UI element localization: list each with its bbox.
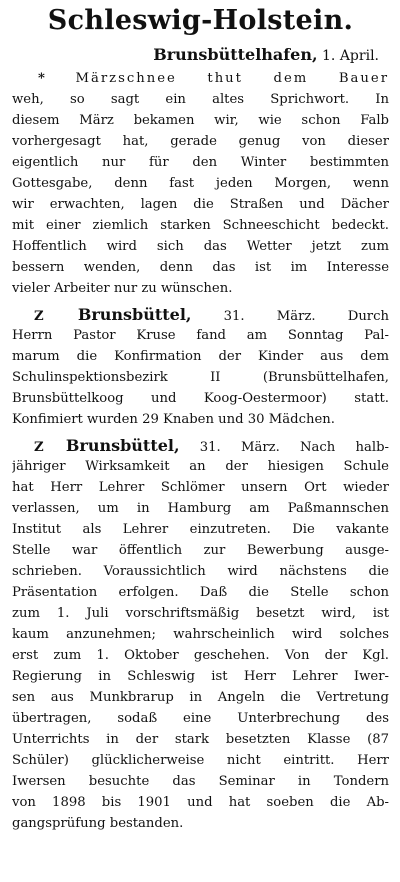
article-line: Brunsbüttelkoog und Koog-Oestermoor) statt. xyxy=(12,391,389,406)
article-line: Herrn Pastor Kruse fand am Sonntag Pal- xyxy=(12,328,389,343)
article-brunsbuettel-konfirmation xyxy=(12,304,389,430)
article-body xyxy=(12,435,389,834)
article-place: Brunsbüttelhafen, xyxy=(153,45,318,64)
article-line: mit einer ziemlich starken Schneeschicht bedeckt. xyxy=(12,218,389,233)
article-line: Unterrichts in der stark besetzten Klasse (87 xyxy=(12,732,389,747)
article-line: schrieben. Voraussichtlich wird nächstens die xyxy=(12,564,389,579)
section-headline: Schleswig-Holstein. xyxy=(47,5,354,36)
article-line: diesem März bekamen wir, wie schon Falb xyxy=(12,113,389,128)
article-line: Präsentation erfolgen. Daß die Stelle schon xyxy=(12,585,389,600)
article-line: bessern wenden, denn das ist im Interesse xyxy=(12,260,389,275)
article-line: wir erwachten, lagen die Straßen und Dächer xyxy=(12,197,389,212)
article-line xyxy=(12,435,389,456)
article-line: gangsprüfung bestanden. xyxy=(12,816,184,831)
article-line: vorhergesagt hat, gerade genug von dieser xyxy=(12,134,389,149)
article-line: Hoffentlich wird sich das Wetter jetzt zum xyxy=(12,239,389,254)
article-line: vieler Arbeiter nur zu wünschen. xyxy=(12,281,233,296)
article-place: Brunsbüttel, xyxy=(65,436,180,455)
article-line: Regierung in Schleswig ist Herr Lehrer Iwer- xyxy=(12,669,389,684)
article-line: Institut als Lehrer einzutreten. Die vakante xyxy=(12,522,389,537)
article-line: von 1898 bis 1901 und hat soeben die Ab- xyxy=(12,795,389,810)
article-brunsbuettel-schule xyxy=(12,435,389,834)
article-line: hat Herr Lehrer Schlömer unsern Ort wieder xyxy=(12,480,389,495)
article-line: weh, so sagt ein altes Sprichwort. In xyxy=(12,92,389,107)
correspondent-mark: Z xyxy=(34,309,44,324)
article-date: 1. April. xyxy=(322,48,379,64)
article-line xyxy=(12,68,389,89)
article-body xyxy=(12,304,389,430)
article-line: zum 1. Juli vorschriftsmäßig besetzt wird, ist xyxy=(12,606,389,621)
article-line: übertragen, sodaß eine Unterbrechung des xyxy=(12,711,389,726)
article-line: Konfimiert wurden 29 Knaben und 30 Mädchen. xyxy=(12,412,335,427)
article-line: jähriger Wirksamkeit an der hiesigen Schule xyxy=(12,459,389,474)
article-line: sen aus Munkbrarup in Angeln die Vertretung xyxy=(12,690,389,705)
article-line: Schüler) glücklicherweise nicht eintritt. Herr xyxy=(12,753,389,768)
article-line: Schulinspektionsbezirk II (Brunsbüttelhafen, xyxy=(12,370,389,385)
article-line: kaum anzunehmen; wahrscheinlich wird solches xyxy=(12,627,389,642)
article-line xyxy=(12,304,389,325)
article-body xyxy=(12,68,389,299)
article-line-text: 31. März. Nach halb- xyxy=(199,440,389,455)
article-line: erst zum 1. Oktober geschehen. Von der Kgl. xyxy=(12,648,389,663)
article-line: Iwersen besuchte das Seminar in Tondern xyxy=(12,774,389,789)
article-line: eigentlich nur für den Winter bestimmten xyxy=(12,155,389,170)
article-line: marum die Konfirmation der Kinder aus dem xyxy=(12,349,389,364)
article-line: Gottesgabe, denn fast jeden Morgen, wenn xyxy=(12,176,389,191)
article-brunsbuettelhafen xyxy=(12,44,389,299)
article-line-text: Märzschnee thut dem Bauer xyxy=(75,71,389,86)
article-line: Stelle war öffentlich zur Bewerbung ausge- xyxy=(12,543,389,558)
asterisk-mark: * xyxy=(38,71,45,86)
correspondent-mark: Z xyxy=(34,440,44,455)
article-line: verlassen, um in Hamburg am Paßmannschen xyxy=(12,501,389,516)
article-line-text: 31. März. Durch xyxy=(223,309,389,324)
article-dateline xyxy=(12,44,389,67)
article-place: Brunsbüttel, xyxy=(77,305,192,324)
